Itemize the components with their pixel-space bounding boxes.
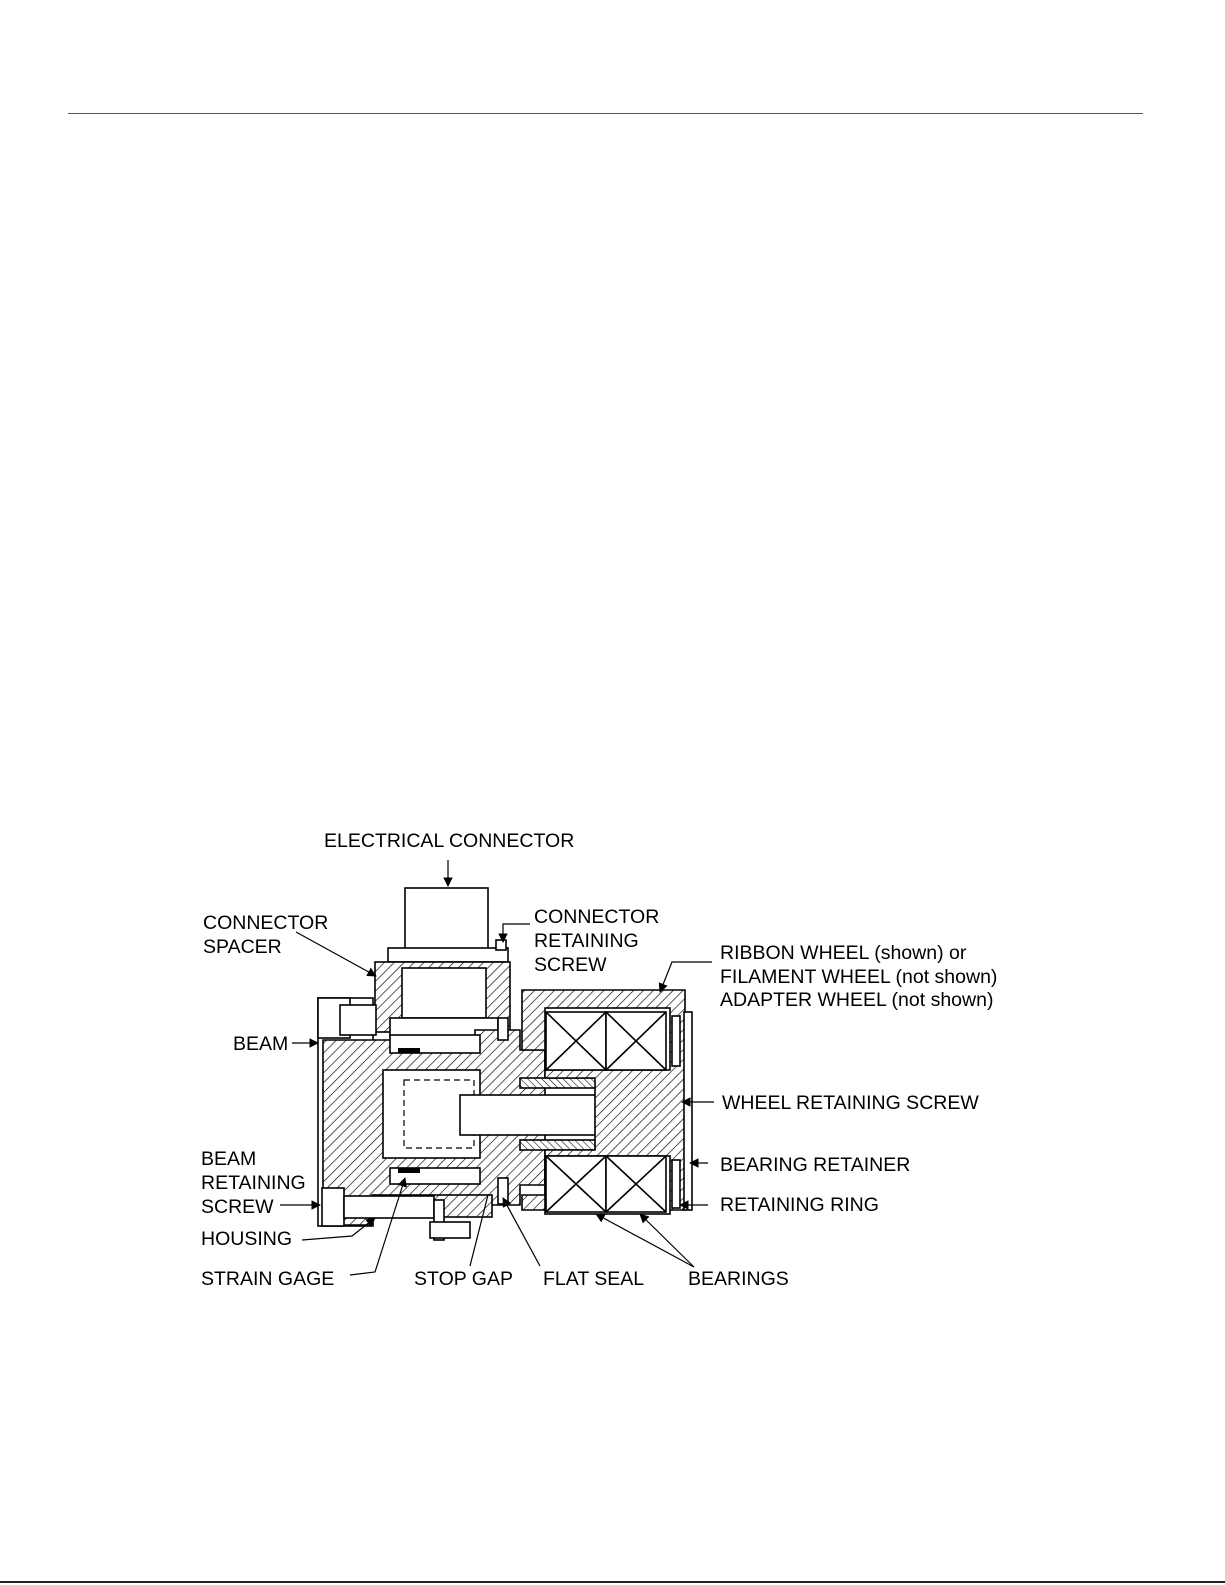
label-bearing-retainer: BEARING RETAINER <box>720 1154 911 1176</box>
electrical-connector-part <box>388 888 508 962</box>
label-beam-retaining-screw-line3: SCREW <box>201 1196 274 1218</box>
bearings-leader-right <box>640 1214 694 1267</box>
footer-rule <box>0 1581 1225 1583</box>
label-beam-retaining-screw-line2: RETAINING <box>201 1172 306 1194</box>
label-connector-retaining-screw-line1: CONNECTOR <box>534 906 660 928</box>
connector-spacer-leader <box>296 932 376 976</box>
label-stop-gap: STOP GAP <box>414 1268 513 1290</box>
label-beam-retaining-screw-line1: BEAM <box>201 1148 257 1170</box>
label-beam: BEAM <box>233 1033 289 1055</box>
label-electrical-connector: ELECTRICAL CONNECTOR <box>324 830 575 852</box>
label-ribbon-wheel-line1: RIBBON WHEEL (shown) or <box>720 942 967 964</box>
label-flat-seal: FLAT SEAL <box>543 1268 645 1290</box>
label-strain-gage: STRAIN GAGE <box>201 1268 335 1290</box>
label-connector-retaining-screw-line2: RETAINING <box>534 930 639 952</box>
label-connector-retaining-screw-line3: SCREW <box>534 954 607 976</box>
label-connector-spacer-line2: SPACER <box>203 936 282 958</box>
label-bearings: BEARINGS <box>688 1268 789 1290</box>
label-ribbon-wheel-line3: ADAPTER WHEEL (not shown) <box>720 989 994 1011</box>
label-connector-spacer-line1: CONNECTOR <box>203 912 329 934</box>
label-retaining-ring: RETAINING RING <box>720 1194 879 1216</box>
ribbon-wheel-leader <box>660 962 712 992</box>
label-housing: HOUSING <box>201 1228 293 1250</box>
connector-spacer-part <box>375 962 510 1036</box>
label-ribbon-wheel-line2: FILAMENT WHEEL (not shown) <box>720 966 998 988</box>
label-wheel-retaining-screw: WHEEL RETAINING SCREW <box>722 1092 979 1114</box>
connector-retaining-screw-leader <box>503 924 530 942</box>
bearings-leader-left <box>596 1214 694 1267</box>
